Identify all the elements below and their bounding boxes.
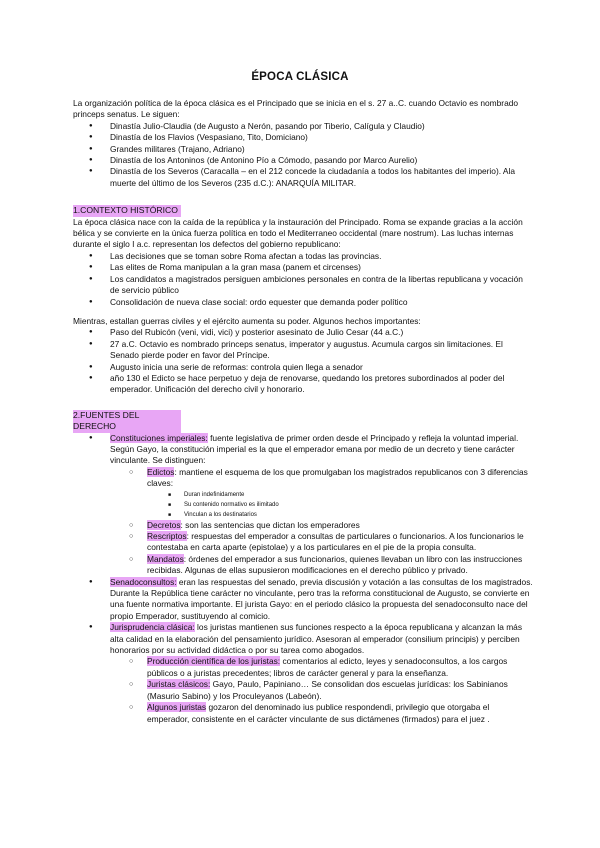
item-text: los juristas mantienen sus funciones respecto a la época republicana y alcanzan la más alta calidad en la elaboración del pensamiento jurídico. Asesoran al emperador (consilium principis) y perciben honorarios por su actividad didáctica o por su tarea como abogados. [110,622,523,656]
section-contexto [73,205,533,396]
item-text: gozaron del denominado ius publice respondendi, privilegio que otorgaba el emperador, consistente en el carácter vinculante de sus dictámenes (firmados) para el juez . [147,702,490,724]
list-item: ● Augusto inicia una serie de reformas: controla quien llega a senador [73,362,533,373]
list-item [110,467,533,520]
list-item: ● Las decisiones que se toman sobre Roma afectan a todas las provincias. [73,251,533,262]
dynasty-list [73,121,533,189]
constituciones-sublist [110,467,533,577]
list-item [110,679,533,702]
list-item: ■ Vinculan a los destinatarios [147,510,533,520]
list-item: ● Grandes militares (Trajano, Adriano) [73,144,533,155]
list-item: ● Paso del Rubicón (veni, vidi, vici) y posterior asesinato de Julio Cesar (44 a.C.) [73,327,533,338]
item-text: comentarios al edicto, leyes y senadoconsultos, a los cargos públicos o a juristas precedentes; libros de carácter general y para la enseñanza. [147,656,508,678]
item-text: : órdenes del emperador a sus funcionarios, quienes llevaban un libro con las instrucciones recibidas. Algunas de ellas supusieron modificaciones en el derecho público y privado. [147,553,523,576]
list-item [110,554,533,577]
item-text: : mantiene el esquema de los que promulgaban los magistrados republicanos con 3 diferencias claves: [147,466,528,489]
list-item: ● Consolidación de nueva clase social: ordo equester que demanda poder político [73,297,533,308]
list-item: ● Dinastía de los Severos (Caracalla – en el 212 concede la ciudadanía a todos los habitantes del imperio). Ala muerte del último de los Severos (235 d.C.): ANARQUÍA MILITAR. [73,166,533,189]
list-item [73,433,533,577]
list-item: ● año 130 el Edicto se hace perpetuo y deja de renovarse, quedando los pretores subordinados al poder del emperador. Unificación del derecho civil y honorario. [73,373,533,396]
list-item: ● Las elites de Roma manipulan a la gran masa (panem et circenses) [73,262,533,273]
highlight-term: Senadoconsultos: [110,576,177,587]
list-item: ● Dinastía Julio-Claudia (de Augusto a Nerón, pasando por Tiberio, Calígula y Claudio) [73,121,533,132]
page-title: ÉPOCA CLÁSICA [251,71,349,83]
highlight-term: Algunos juristas [147,702,207,713]
list-item: ● 27 a.C. Octavio es nombrado princeps senatus, imperator y augustus. Acumula cargos sin limitaciones. El Senado pierde poder en favor del Príncipe. [73,339,533,362]
item-text: : respuestas del emperador a consultas de particulares o funcionarios. A los funcionarios le contestaba en carta aparte (epistolae) y a los particulares en el pie de la propia consulta. [147,531,524,553]
list-item: ■ Duran indefinidamente [147,490,533,500]
section-paragraph: Mientras, estallan guerras civiles y el ejército aumenta su poder. Algunos hechos importantes: [73,315,421,326]
list-item [110,702,533,725]
highlight-term: Juristas clásicos: [147,679,211,690]
list-item [73,622,533,725]
section-fuentes [73,410,533,725]
list-item: ● Los candidatos a magistrados persiguen ambiciones personales en contra de la libertas republicana y vocación de servicio público [73,274,533,297]
defects-list [73,251,533,308]
highlight-term: Producción científica de los juristas: [147,656,281,667]
document-body [73,98,533,725]
highlight-term: Decretos [147,519,181,530]
highlight-term: Mandatos [147,553,184,564]
list-item [110,531,533,554]
list-item [73,577,533,623]
highlight-term: Jurisprudencia clásica: [110,622,195,633]
jurisprudencia-sublist [110,656,533,724]
item-text: Gayo, Paulo, Papiniano… Se consolidan dos escuelas jurídicas: los Sabinianos (Masurio Sabino) y los Proculeyanos (Labeón). [147,679,508,701]
events-list [73,327,533,395]
edictos-sublist [147,490,533,520]
item-text: eran las respuestas del senado, previa discusión y votación a las consultas de los magistrados. Durante la República tiene carácter no vinculante, pero tras la reforma constitucional de Augusto, se convierte en una fuente normativa importante. El jurista Gayo: en el periodo clásico la propuesta del senadoconsulto nace del propio Emperador, sustituyendo al comicio. [110,576,533,621]
sources-list [73,433,533,725]
list-item [110,656,533,679]
intro-paragraph: La organización política de la época clásica es el Principado que se inicia en el s. 27 a..C. cuando Octavio es nombrado princeps senatus. Le siguen: [73,98,519,120]
item-text: : son las sentencias que dictan los emperadores [180,519,360,530]
section-heading: 1.CONTEXTO HISTÓRICO [73,205,181,216]
item-text: fuente legislativa de primer orden desde el Principado y refleja la voluntad imperial. Según Gayo, la constitución imperial es la que el emperador emana por medio de un decreto y tiene carácter vinculante. Se distinguen: [110,432,519,466]
section-heading: 2.FUENTES DEL DERECHO [73,410,181,433]
list-item: ■ Su contenido normativo es ilimitado [147,500,533,510]
list-item: ● Dinastía de los Antoninos (de Antonino Pío a Cómodo, pasando por Marco Aurelio) [73,155,533,166]
section-paragraph: La época clásica nace con la caída de la república y la instauración del Principado. Roma se expande gracias a la acción bélica y se convierte en la única fuerza política en todo el Mediterraneo occidental (mare nostrum). Las luchas internas durante el siglo I a.c. representan los defectos del gobierno republicano: [73,216,523,250]
highlight-term: Edictos [147,466,175,477]
highlight-term: Rescriptos [147,531,187,541]
list-item: ● Dinastía de los Flavios (Vespasiano, Tito, Domiciano) [73,132,533,143]
highlight-term: Constituciones imperiales: [110,432,208,443]
list-item [110,520,533,531]
